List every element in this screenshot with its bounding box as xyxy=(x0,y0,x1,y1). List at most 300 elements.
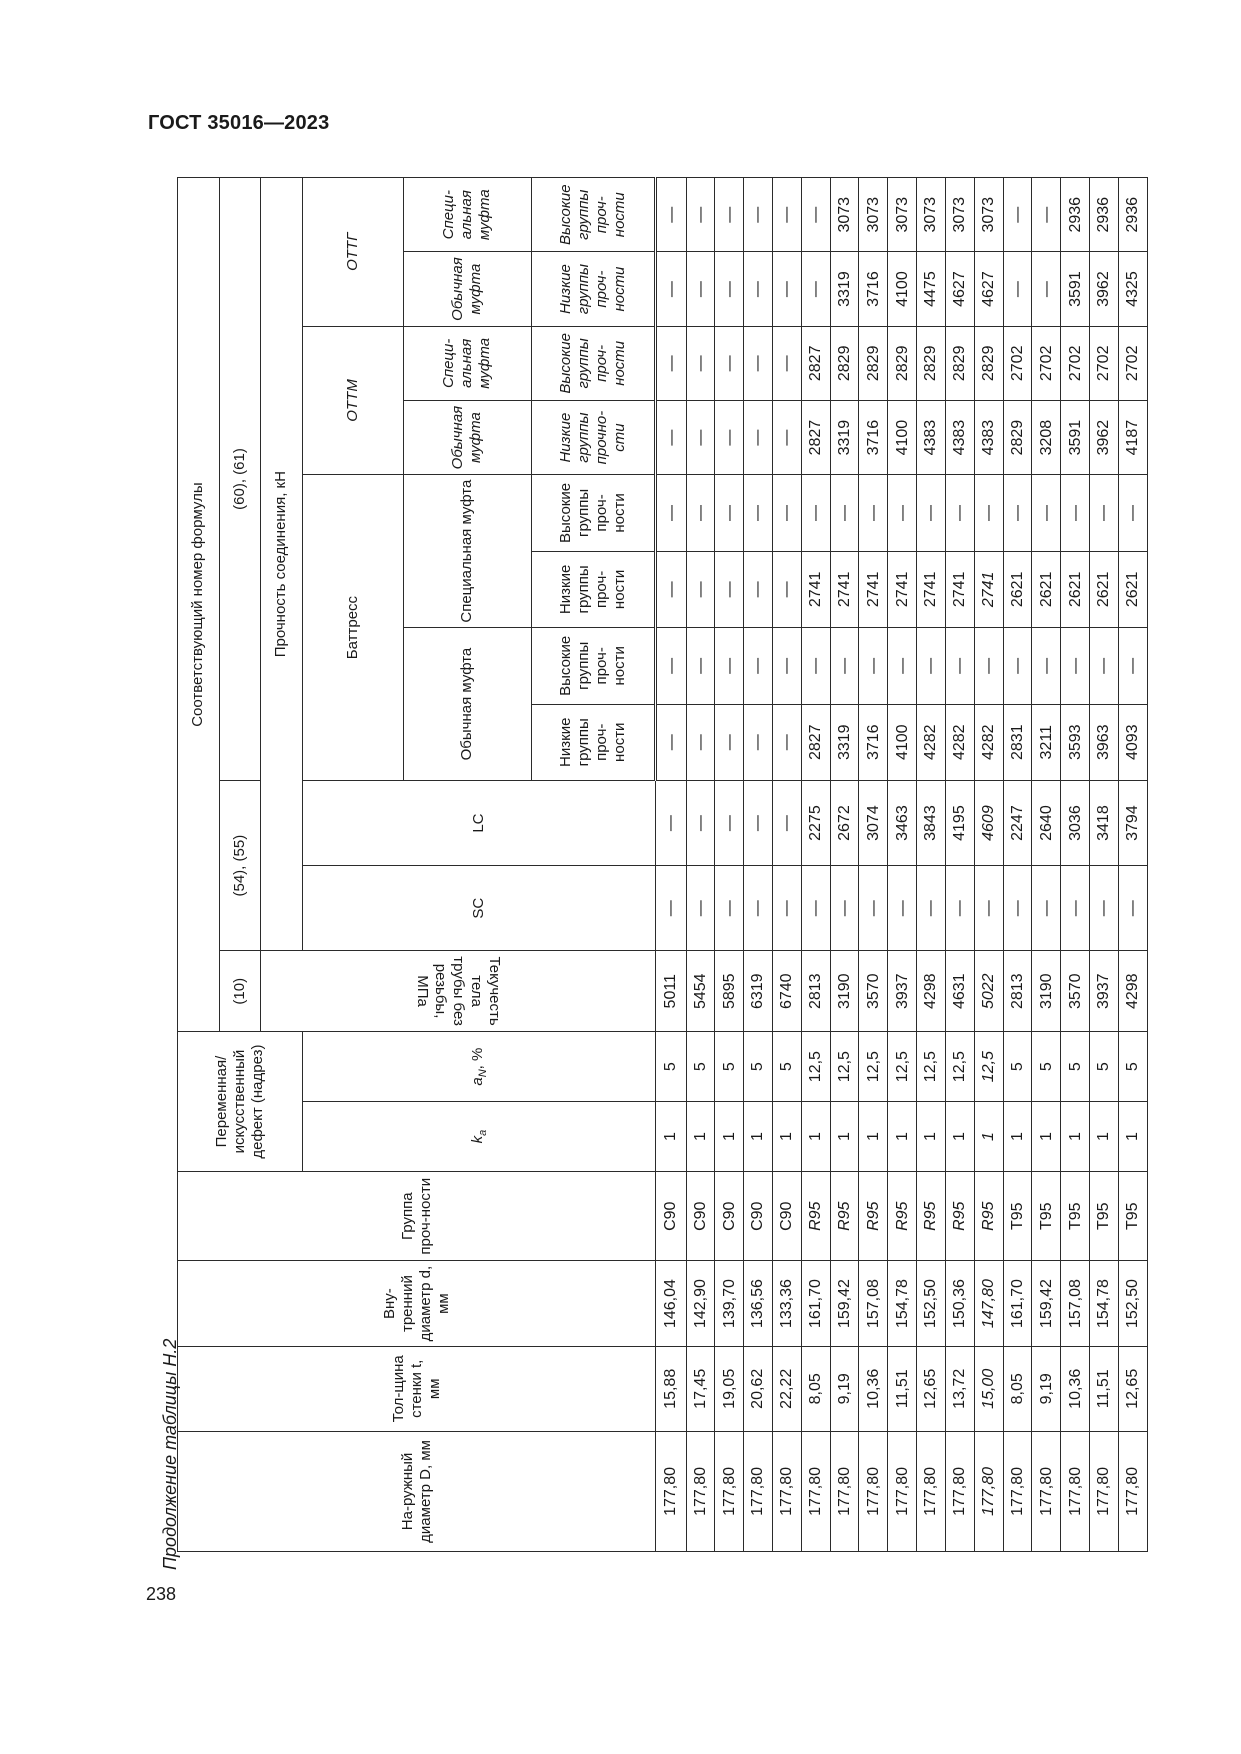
cell-ottm-reg: 4100 xyxy=(888,400,917,474)
cell-ottg-reg: 4100 xyxy=(888,252,917,326)
cell-d: 142,90 xyxy=(686,1261,715,1346)
cell-D: 177,80 xyxy=(917,1431,946,1551)
cell-ka: 1 xyxy=(744,1102,773,1172)
cell-lc: — xyxy=(773,780,802,865)
cell-b-reg-high: — xyxy=(744,628,773,704)
table-row xyxy=(917,178,946,1552)
cell-b-reg-low: 4093 xyxy=(1118,704,1147,780)
cell-ka: 1 xyxy=(1090,1102,1119,1172)
header-ottg-reg-low: Низкие группы проч-ности xyxy=(531,252,656,326)
header-yield-cell xyxy=(261,951,656,1032)
cell-ottm-reg: 3962 xyxy=(1090,400,1119,474)
cell-grade: R95 xyxy=(917,1171,946,1261)
cell-b-reg-low: 2831 xyxy=(1003,704,1032,780)
cell-ottm-spec: 2829 xyxy=(974,326,1003,400)
cell-D: 177,80 xyxy=(830,1431,859,1551)
cell-b-reg-low: 3319 xyxy=(830,704,859,780)
cell-b-reg-high: — xyxy=(830,628,859,704)
cell-yield: 3570 xyxy=(859,951,888,1032)
cell-b-reg-high: — xyxy=(801,628,830,704)
cell-sc: — xyxy=(686,866,715,951)
cell-b-reg-low: — xyxy=(773,704,802,780)
cell-ottm-spec: 2829 xyxy=(945,326,974,400)
cell-b-spec-low: 2621 xyxy=(1032,551,1061,627)
header-b-reg-low: Низкие группы проч-ности xyxy=(531,704,656,780)
cell-ottg-spec: — xyxy=(686,178,715,252)
cell-t: 8,05 xyxy=(1003,1346,1032,1431)
table-row xyxy=(945,178,974,1552)
cell-D: 177,80 xyxy=(686,1431,715,1551)
cell-sc: — xyxy=(1118,866,1147,951)
cell-lc: — xyxy=(744,780,773,865)
cell-ottg-reg: — xyxy=(715,252,744,326)
header-outer-diameter: На-ружный диаметр D, мм xyxy=(178,1431,656,1551)
header-ka-cell xyxy=(302,1102,656,1172)
cell-an: 5 xyxy=(1032,1032,1061,1102)
header-ottg-special-coupling: Специ-альная муфта xyxy=(404,178,531,252)
cell-d: 147,80 xyxy=(974,1261,1003,1346)
cell-ottm-spec: — xyxy=(686,326,715,400)
cell-t: 11,51 xyxy=(888,1346,917,1431)
cell-an: 12,5 xyxy=(917,1032,946,1102)
cell-ottg-spec: — xyxy=(715,178,744,252)
cell-D: 177,80 xyxy=(1032,1431,1061,1551)
cell-b-reg-high: — xyxy=(1090,628,1119,704)
cell-d: 157,08 xyxy=(859,1261,888,1346)
cell-d: 154,78 xyxy=(888,1261,917,1346)
header-inner-diameter: Вну-тренний диаметр d, мм xyxy=(178,1261,656,1346)
cell-ottm-reg: 4383 xyxy=(974,400,1003,474)
cell-ottm-reg: 3716 xyxy=(859,400,888,474)
cell-sc: — xyxy=(656,866,686,951)
cell-b-reg-high: — xyxy=(686,628,715,704)
table-row xyxy=(888,178,917,1552)
cell-b-spec-high: — xyxy=(1061,475,1090,551)
cell-b-spec-low: 2741 xyxy=(830,551,859,627)
cell-b-spec-low: 2621 xyxy=(1003,551,1032,627)
cell-d: 146,04 xyxy=(656,1261,686,1346)
cell-b-spec-high: — xyxy=(888,475,917,551)
cell-b-spec-high: — xyxy=(974,475,1003,551)
cell-b-spec-high: — xyxy=(1003,475,1032,551)
cell-b-reg-low: 3593 xyxy=(1061,704,1090,780)
cell-yield: 4298 xyxy=(1118,951,1147,1032)
cell-ottg-spec: 3073 xyxy=(917,178,946,252)
cell-b-spec-high: — xyxy=(656,475,686,551)
cell-an: 5 xyxy=(744,1032,773,1102)
cell-t: 20,62 xyxy=(744,1346,773,1431)
header-ottg: ОТТГ xyxy=(302,178,403,327)
cell-b-spec-high: — xyxy=(917,475,946,551)
cell-ottg-reg: — xyxy=(686,252,715,326)
cell-an: 12,5 xyxy=(801,1032,830,1102)
cell-ottg-reg: 4325 xyxy=(1118,252,1147,326)
cell-d: 161,70 xyxy=(1003,1261,1032,1346)
cell-lc: 3794 xyxy=(1118,780,1147,865)
cell-b-spec-low: — xyxy=(744,551,773,627)
cell-ottg-spec: — xyxy=(1003,178,1032,252)
cell-grade: C90 xyxy=(656,1171,686,1261)
cell-b-spec-low: 2741 xyxy=(917,551,946,627)
header-buttress-special-coupling: Специальная муфта xyxy=(404,475,531,628)
cell-lc: — xyxy=(686,780,715,865)
cell-b-spec-high: — xyxy=(801,475,830,551)
cell-ottm-spec: 2702 xyxy=(1032,326,1061,400)
cell-sc: — xyxy=(945,866,974,951)
cell-b-reg-high: — xyxy=(859,628,888,704)
cell-b-reg-high: — xyxy=(1118,628,1147,704)
header-wall-thickness: Тол-щина стенки t, мм xyxy=(178,1346,656,1431)
header-buttress: Баттресс xyxy=(302,475,403,781)
cell-d: 152,50 xyxy=(917,1261,946,1346)
cell-ka: 1 xyxy=(773,1102,802,1172)
cell-b-spec-low: 2621 xyxy=(1118,551,1147,627)
cell-ka: 1 xyxy=(715,1102,744,1172)
cell-sc: — xyxy=(974,866,1003,951)
cell-t: 12,65 xyxy=(1118,1346,1147,1431)
header-defect: Переменная/ искусственный дефект (надрез) xyxy=(178,1032,303,1172)
cell-ottg-spec: 3073 xyxy=(859,178,888,252)
cell-ottg-reg: — xyxy=(801,252,830,326)
cell-t: 12,65 xyxy=(917,1346,946,1431)
header-ottg-spec-high: Высокие группы проч-ности xyxy=(531,178,656,252)
cell-grade: R95 xyxy=(888,1171,917,1261)
cell-ottm-reg: — xyxy=(656,400,686,474)
table-row xyxy=(744,178,773,1552)
cell-ottm-reg: 3208 xyxy=(1032,400,1061,474)
cell-D: 177,80 xyxy=(715,1431,744,1551)
cell-b-reg-low: — xyxy=(744,704,773,780)
table-row xyxy=(830,178,859,1552)
cell-yield: 4298 xyxy=(917,951,946,1032)
cell-d: 157,08 xyxy=(1061,1261,1090,1346)
header-b-spec-high: Высокие группы проч-ности xyxy=(531,475,656,551)
cell-t: 8,05 xyxy=(801,1346,830,1431)
cell-ottm-reg: 2827 xyxy=(801,400,830,474)
cell-b-spec-low: — xyxy=(715,551,744,627)
table-caption: Продолжение таблицы Н.2 xyxy=(160,1338,180,1570)
header-ottm: ОТТМ xyxy=(302,326,403,475)
cell-grade: R95 xyxy=(801,1171,830,1261)
header-formula-60-61: (60), (61) xyxy=(219,178,261,781)
cell-b-spec-high: — xyxy=(715,475,744,551)
header-ottm-spec-high: Высокие группы проч-ности xyxy=(531,326,656,400)
cell-b-spec-low: 2741 xyxy=(801,551,830,627)
cell-ottg-reg: 4627 xyxy=(974,252,1003,326)
cell-lc: 4195 xyxy=(945,780,974,865)
header-an: $a_N$ xyxy=(468,1069,489,1086)
cell-D: 177,80 xyxy=(1003,1431,1032,1551)
cell-b-reg-low: 2827 xyxy=(801,704,830,780)
data-table xyxy=(177,177,1148,1552)
cell-ottg-reg: 4475 xyxy=(917,252,946,326)
cell-an: 5 xyxy=(773,1032,802,1102)
cell-ka: 1 xyxy=(1061,1102,1090,1172)
cell-lc: 3463 xyxy=(888,780,917,865)
cell-yield: 5454 xyxy=(686,951,715,1032)
cell-ottm-reg: 4383 xyxy=(945,400,974,474)
cell-D: 177,80 xyxy=(744,1431,773,1551)
cell-ottg-reg: — xyxy=(656,252,686,326)
cell-ottg-spec: 2936 xyxy=(1061,178,1090,252)
header-formula-10: (10) xyxy=(219,951,261,1032)
table-row xyxy=(656,178,686,1552)
cell-ka: 1 xyxy=(917,1102,946,1172)
cell-ottm-reg: — xyxy=(686,400,715,474)
cell-ottm-spec: 2829 xyxy=(917,326,946,400)
cell-b-reg-high: — xyxy=(1003,628,1032,704)
header-strength-group: Группа проч-ности xyxy=(178,1171,656,1261)
cell-ka: 1 xyxy=(1032,1102,1061,1172)
cell-lc: 3074 xyxy=(859,780,888,865)
cell-b-spec-high: — xyxy=(686,475,715,551)
cell-b-spec-low: — xyxy=(773,551,802,627)
table-row xyxy=(859,178,888,1552)
cell-ottg-reg: — xyxy=(1003,252,1032,326)
cell-ottm-reg: 2829 xyxy=(1003,400,1032,474)
cell-D: 177,80 xyxy=(1090,1431,1119,1551)
cell-ottg-spec: — xyxy=(656,178,686,252)
header-sc: SC xyxy=(302,866,656,951)
cell-an: 5 xyxy=(656,1032,686,1102)
cell-grade: R95 xyxy=(859,1171,888,1261)
cell-ottm-reg: — xyxy=(744,400,773,474)
cell-ottg-reg: 3716 xyxy=(859,252,888,326)
cell-ottg-spec: 3073 xyxy=(888,178,917,252)
cell-D: 177,80 xyxy=(1061,1431,1090,1551)
cell-an: 12,5 xyxy=(888,1032,917,1102)
cell-ottm-spec: — xyxy=(773,326,802,400)
cell-yield: 5022 xyxy=(974,951,1003,1032)
cell-an: 12,5 xyxy=(974,1032,1003,1102)
cell-t: 15,00 xyxy=(974,1346,1003,1431)
cell-b-spec-high: — xyxy=(859,475,888,551)
cell-ottg-reg: 3962 xyxy=(1090,252,1119,326)
rotated-table-wrapper xyxy=(177,177,1148,1552)
cell-b-reg-low: — xyxy=(715,704,744,780)
cell-d: 136,56 xyxy=(744,1261,773,1346)
cell-b-spec-high: — xyxy=(1090,475,1119,551)
cell-grade: R95 xyxy=(945,1171,974,1261)
cell-ka: 1 xyxy=(801,1102,830,1172)
cell-b-reg-high: — xyxy=(1061,628,1090,704)
cell-lc: — xyxy=(656,780,686,865)
cell-b-spec-high: — xyxy=(1032,475,1061,551)
cell-t: 15,88 xyxy=(656,1346,686,1431)
cell-grade: C90 xyxy=(686,1171,715,1261)
cell-ottg-spec: 2936 xyxy=(1118,178,1147,252)
cell-lc: 2275 xyxy=(801,780,830,865)
table-row xyxy=(1061,178,1090,1552)
cell-ottm-spec: — xyxy=(715,326,744,400)
cell-ottg-spec: — xyxy=(801,178,830,252)
cell-sc: — xyxy=(917,866,946,951)
cell-ottm-spec: 2702 xyxy=(1003,326,1032,400)
cell-yield: 5895 xyxy=(715,951,744,1032)
cell-ka: 1 xyxy=(945,1102,974,1172)
cell-sc: — xyxy=(715,866,744,951)
cell-ka: 1 xyxy=(686,1102,715,1172)
cell-lc: 3036 xyxy=(1061,780,1090,865)
table-row xyxy=(1032,178,1061,1552)
document-title: ГОСТ 35016—2023 xyxy=(148,112,330,134)
cell-lc: 3843 xyxy=(917,780,946,865)
cell-b-spec-low: 2741 xyxy=(974,551,1003,627)
cell-yield: 3937 xyxy=(888,951,917,1032)
cell-ottg-reg: 3591 xyxy=(1061,252,1090,326)
header-yield: Текучесть тела трубы без резьбы, МПа xyxy=(414,956,504,1027)
cell-b-reg-low: 4282 xyxy=(945,704,974,780)
cell-D: 177,80 xyxy=(945,1431,974,1551)
cell-grade: R95 xyxy=(974,1171,1003,1261)
cell-d: 154,78 xyxy=(1090,1261,1119,1346)
cell-ottg-reg: 4627 xyxy=(945,252,974,326)
cell-sc: — xyxy=(830,866,859,951)
cell-b-reg-low: 3211 xyxy=(1032,704,1061,780)
header-b-spec-low: Низкие группы проч-ности xyxy=(531,551,656,627)
cell-ottm-spec: — xyxy=(744,326,773,400)
cell-t: 19,05 xyxy=(715,1346,744,1431)
cell-sc: — xyxy=(1061,866,1090,951)
cell-b-spec-low: 2741 xyxy=(945,551,974,627)
cell-sc: — xyxy=(859,866,888,951)
cell-lc: — xyxy=(715,780,744,865)
cell-ottm-reg: — xyxy=(773,400,802,474)
cell-grade: C90 xyxy=(715,1171,744,1261)
cell-yield: 2813 xyxy=(1003,951,1032,1032)
cell-t: 22,22 xyxy=(773,1346,802,1431)
cell-b-spec-high: — xyxy=(773,475,802,551)
cell-b-reg-low: 4282 xyxy=(917,704,946,780)
table-row xyxy=(1118,178,1147,1552)
cell-ka: 1 xyxy=(656,1102,686,1172)
cell-b-reg-low: — xyxy=(656,704,686,780)
cell-b-spec-high: — xyxy=(744,475,773,551)
header-formula-54-55: (54), (55) xyxy=(219,780,261,950)
cell-d: 159,42 xyxy=(830,1261,859,1346)
header-ottm-regular-coupling: Обычная муфта xyxy=(404,400,531,474)
cell-ottg-reg: — xyxy=(744,252,773,326)
header-an-cell: $a_N$, % xyxy=(302,1032,656,1102)
cell-ka: 1 xyxy=(1118,1102,1147,1172)
cell-t: 9,19 xyxy=(1032,1346,1061,1431)
cell-an: 5 xyxy=(715,1032,744,1102)
cell-ottm-spec: — xyxy=(656,326,686,400)
cell-b-reg-high: — xyxy=(945,628,974,704)
cell-ottm-spec: 2829 xyxy=(830,326,859,400)
cell-b-reg-low: 4282 xyxy=(974,704,1003,780)
cell-sc: — xyxy=(1090,866,1119,951)
cell-d: 152,50 xyxy=(1118,1261,1147,1346)
cell-b-spec-high: — xyxy=(830,475,859,551)
cell-ottm-reg: 4383 xyxy=(917,400,946,474)
cell-lc: 2247 xyxy=(1003,780,1032,865)
cell-t: 17,45 xyxy=(686,1346,715,1431)
cell-b-reg-low: 3716 xyxy=(859,704,888,780)
cell-sc: — xyxy=(773,866,802,951)
cell-d: 139,70 xyxy=(715,1261,744,1346)
cell-b-spec-low: — xyxy=(656,551,686,627)
cell-grade: T95 xyxy=(1003,1171,1032,1261)
cell-ottg-spec: 3073 xyxy=(974,178,1003,252)
table-row xyxy=(686,178,715,1552)
cell-D: 177,80 xyxy=(801,1431,830,1551)
header-joint-strength: Прочность соединения, кН xyxy=(261,178,303,951)
table-row xyxy=(974,178,1003,1552)
header-ka: $k_a$ xyxy=(468,1129,489,1144)
cell-yield: 5011 xyxy=(656,951,686,1032)
table-row xyxy=(773,178,802,1552)
cell-grade: T95 xyxy=(1061,1171,1090,1261)
cell-b-spec-high: — xyxy=(945,475,974,551)
cell-b-spec-low: 2741 xyxy=(888,551,917,627)
cell-b-spec-low: — xyxy=(686,551,715,627)
cell-b-reg-low: 3963 xyxy=(1090,704,1119,780)
cell-ottm-reg: — xyxy=(715,400,744,474)
cell-t: 13,72 xyxy=(945,1346,974,1431)
cell-an: 12,5 xyxy=(830,1032,859,1102)
cell-yield: 3190 xyxy=(830,951,859,1032)
cell-D: 177,80 xyxy=(656,1431,686,1551)
cell-b-spec-low: 2741 xyxy=(859,551,888,627)
cell-d: 161,70 xyxy=(801,1261,830,1346)
cell-t: 11,51 xyxy=(1090,1346,1119,1431)
cell-ottm-spec: 2702 xyxy=(1090,326,1119,400)
cell-ottm-reg: 3591 xyxy=(1061,400,1090,474)
cell-yield: 3570 xyxy=(1061,951,1090,1032)
cell-lc: 4609 xyxy=(974,780,1003,865)
cell-b-reg-low: 4100 xyxy=(888,704,917,780)
cell-ottg-spec: — xyxy=(744,178,773,252)
cell-ka: 1 xyxy=(974,1102,1003,1172)
cell-grade: R95 xyxy=(830,1171,859,1261)
cell-ottm-spec: 2702 xyxy=(1061,326,1090,400)
cell-D: 177,80 xyxy=(888,1431,917,1551)
cell-grade: C90 xyxy=(744,1171,773,1261)
cell-ottm-reg: 4187 xyxy=(1118,400,1147,474)
cell-sc: — xyxy=(888,866,917,951)
cell-ottg-reg: — xyxy=(1032,252,1061,326)
table-row xyxy=(715,178,744,1552)
cell-sc: — xyxy=(1032,866,1061,951)
cell-t: 9,19 xyxy=(830,1346,859,1431)
cell-D: 177,80 xyxy=(859,1431,888,1551)
header-b-reg-high: Высокие группы проч-ности xyxy=(531,628,656,704)
cell-ottg-reg: — xyxy=(773,252,802,326)
header-ottm-special-coupling: Специ-альная муфта xyxy=(404,326,531,400)
cell-yield: 3937 xyxy=(1090,951,1119,1032)
cell-sc: — xyxy=(744,866,773,951)
cell-b-reg-high: — xyxy=(715,628,744,704)
cell-b-reg-high: — xyxy=(1032,628,1061,704)
cell-ottm-spec: 2827 xyxy=(801,326,830,400)
cell-b-reg-high: — xyxy=(888,628,917,704)
cell-d: 150,36 xyxy=(945,1261,974,1346)
cell-ottg-spec: — xyxy=(1032,178,1061,252)
cell-an: 12,5 xyxy=(945,1032,974,1102)
cell-ka: 1 xyxy=(830,1102,859,1172)
cell-ottm-spec: 2829 xyxy=(859,326,888,400)
cell-lc: 3418 xyxy=(1090,780,1119,865)
cell-ottg-spec: 2936 xyxy=(1090,178,1119,252)
cell-ottg-reg: 3319 xyxy=(830,252,859,326)
header-ottm-reg-low: Низкие группы прочно-сти xyxy=(531,400,656,474)
cell-d: 159,42 xyxy=(1032,1261,1061,1346)
cell-an: 5 xyxy=(686,1032,715,1102)
cell-sc: — xyxy=(801,866,830,951)
cell-grade: C90 xyxy=(773,1171,802,1261)
cell-yield: 4631 xyxy=(945,951,974,1032)
